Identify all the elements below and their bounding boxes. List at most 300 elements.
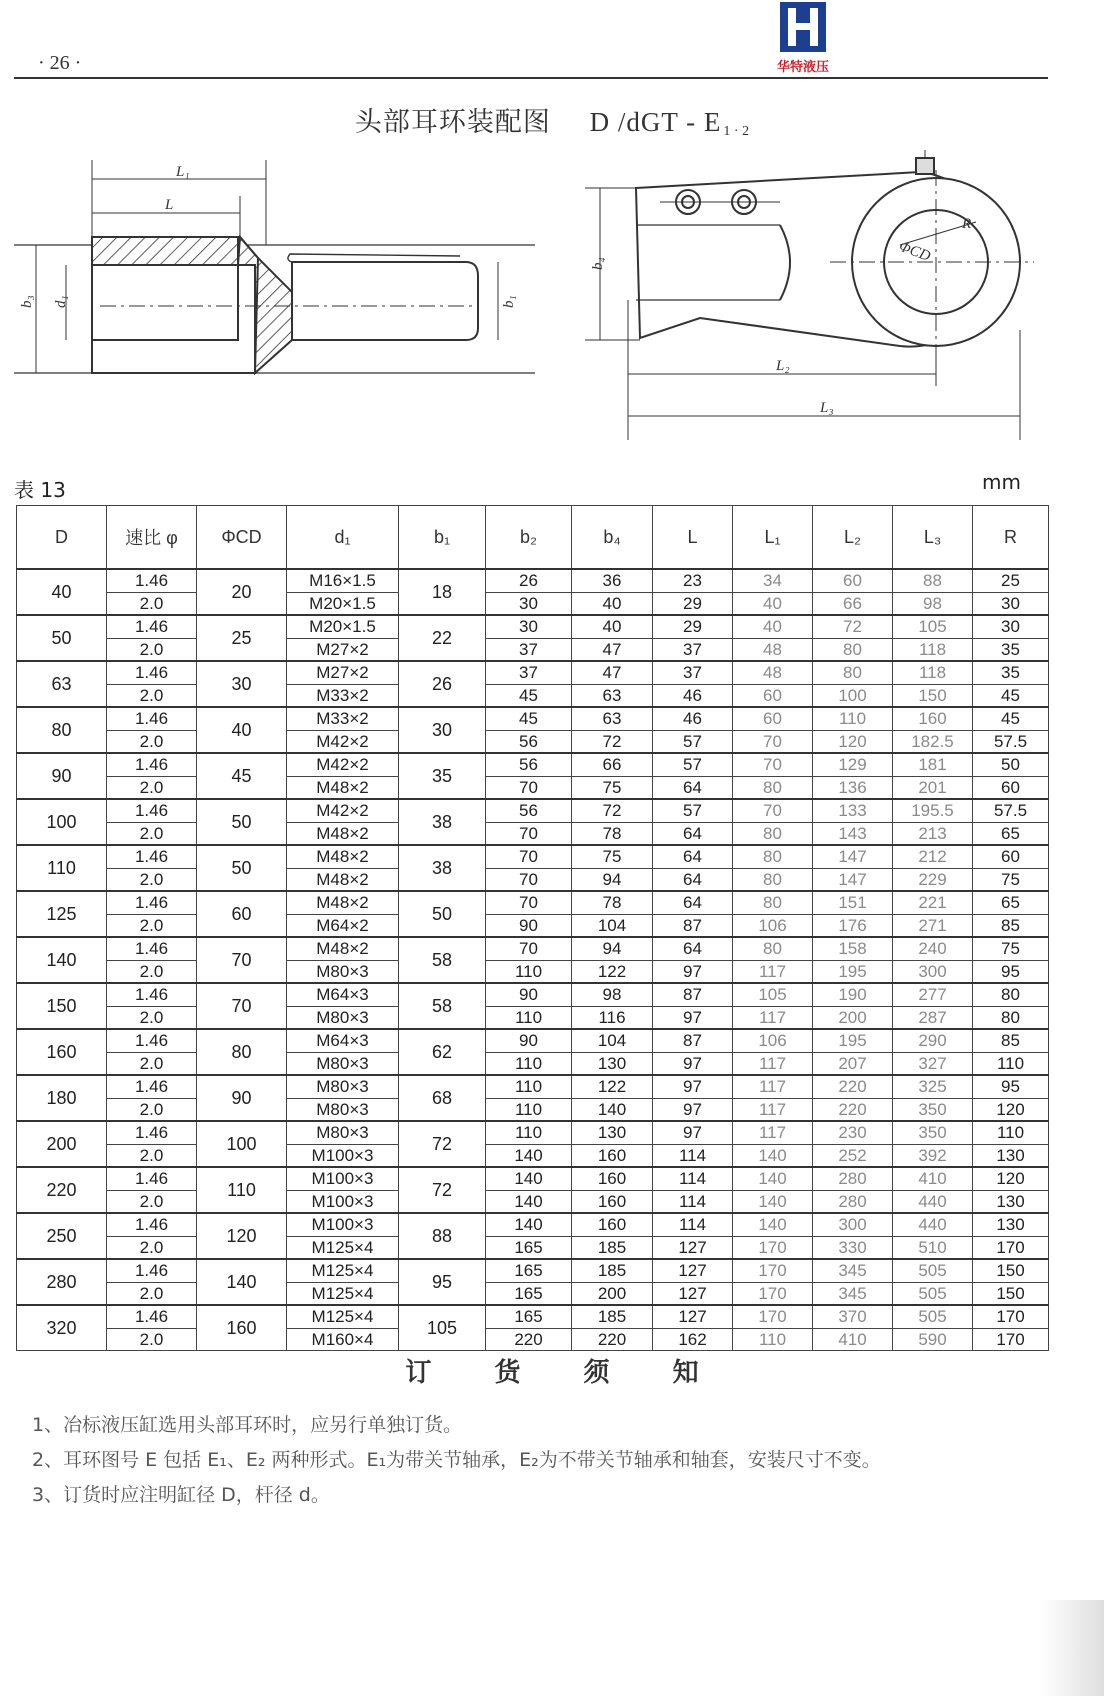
cell-D: 160 [17,1029,107,1075]
cell-b1: 35 [399,753,486,799]
cell-d1: M64×3 [287,1029,399,1052]
cell-L1: 40 [733,615,813,638]
cell-d1: M80×3 [287,1121,399,1144]
cell-R: 150 [973,1282,1049,1305]
cell-D: 250 [17,1213,107,1259]
cell-b1: 72 [399,1121,486,1167]
cell-L3: 350 [893,1098,973,1121]
cell-ratio: 2.0 [107,776,197,799]
cell-b4: 116 [572,1006,653,1029]
cell-R: 35 [973,661,1049,684]
cell-d1: M48×2 [287,868,399,891]
cell-L1: 80 [733,937,813,960]
cell-L3: 181 [893,753,973,776]
cell-L1: 117 [733,960,813,983]
cell-L2: 220 [813,1098,893,1121]
cell-L2: 300 [813,1213,893,1236]
cell-CD: 70 [197,937,287,983]
cell-b4: 122 [572,1075,653,1098]
cell-b4: 47 [572,638,653,661]
cell-b2: 70 [486,891,572,914]
cell-L: 127 [653,1259,733,1282]
cell-L: 127 [653,1282,733,1305]
cell-R: 95 [973,960,1049,983]
cell-L2: 133 [813,799,893,822]
cell-b4: 160 [572,1213,653,1236]
cell-d1: M48×2 [287,776,399,799]
cell-ratio: 1.46 [107,707,197,730]
cell-L3: 392 [893,1144,973,1167]
cell-d1: M27×2 [287,638,399,661]
label-b1: b₁ [501,295,517,308]
cell-ratio: 1.46 [107,1121,197,1144]
cell-b4: 104 [572,1029,653,1052]
cell-R: 25 [973,569,1049,592]
cell-R: 60 [973,776,1049,799]
cell-d1: M33×2 [287,684,399,707]
cell-R: 65 [973,891,1049,914]
cell-L: 64 [653,891,733,914]
cell-L: 29 [653,615,733,638]
cell-R: 75 [973,937,1049,960]
cell-ratio: 2.0 [107,1144,197,1167]
cell-L1: 60 [733,707,813,730]
cell-ratio: 2.0 [107,1282,197,1305]
cell-b2: 45 [486,707,572,730]
order-notes-title: 订 货 须 知 [405,1358,699,1388]
cell-b2: 165 [486,1236,572,1259]
cell-L1: 170 [733,1305,813,1328]
cell-b4: 185 [572,1259,653,1282]
cell-ratio: 2.0 [107,1006,197,1029]
cell-b2: 70 [486,868,572,891]
cell-L3: 229 [893,868,973,891]
cell-ratio: 2.0 [107,684,197,707]
cell-L: 64 [653,937,733,960]
cell-b2: 110 [486,960,572,983]
cell-ratio: 2.0 [107,1328,197,1351]
cell-b4: 94 [572,937,653,960]
cell-b2: 140 [486,1167,572,1190]
cell-L1: 117 [733,1052,813,1075]
cell-b4: 140 [572,1098,653,1121]
cell-R: 170 [973,1236,1049,1259]
cell-D: 50 [17,615,107,661]
cell-L2: 207 [813,1052,893,1075]
cell-b4: 160 [572,1144,653,1167]
cell-b4: 75 [572,845,653,868]
cell-L1: 105 [733,983,813,1006]
table-row [17,1213,1049,1236]
cell-b2: 110 [486,1121,572,1144]
label-L2: L₂ [776,358,790,374]
cell-b2: 37 [486,661,572,684]
cell-L: 87 [653,983,733,1006]
cell-L3: 325 [893,1075,973,1098]
table-row [17,1121,1049,1144]
cell-CD: 50 [197,799,287,845]
table-row [17,1328,1049,1351]
table-row [17,707,1049,730]
cell-CD: 160 [197,1305,287,1351]
cell-L3: 98 [893,592,973,615]
table-row [17,1305,1049,1328]
cell-ratio: 2.0 [107,1236,197,1259]
cell-ratio: 1.46 [107,891,197,914]
cell-L: 127 [653,1305,733,1328]
cell-b2: 140 [486,1144,572,1167]
cell-L: 37 [653,638,733,661]
cell-L3: 505 [893,1305,973,1328]
cell-ratio: 2.0 [107,638,197,661]
cell-b4: 160 [572,1190,653,1213]
cell-L2: 143 [813,822,893,845]
cell-R: 80 [973,983,1049,1006]
page-number: · 26 · [38,52,82,74]
cell-R: 30 [973,592,1049,615]
cell-d1: M20×1.5 [287,615,399,638]
cell-b4: 185 [572,1236,653,1259]
cell-CD: 20 [197,569,287,615]
cell-CD: 140 [197,1259,287,1305]
cell-ratio: 2.0 [107,1098,197,1121]
cell-L3: 271 [893,914,973,937]
header-L2: L₂ [813,506,893,570]
cell-L: 114 [653,1167,733,1190]
cell-R: 75 [973,868,1049,891]
cell-CD: 120 [197,1213,287,1259]
table-header-row [17,506,1049,570]
cell-ratio: 2.0 [107,730,197,753]
cell-L1: 106 [733,914,813,937]
cell-CD: 70 [197,983,287,1029]
label-L1: L₁ [176,164,190,180]
cell-L1: 117 [733,1098,813,1121]
cell-L3: 195.5 [893,799,973,822]
cell-b1: 95 [399,1259,486,1305]
cell-b1: 22 [399,615,486,661]
cell-L: 127 [653,1236,733,1259]
cell-L2: 147 [813,868,893,891]
cell-L2: 80 [813,661,893,684]
cell-R: 85 [973,914,1049,937]
cell-L3: 118 [893,661,973,684]
cell-R: 130 [973,1190,1049,1213]
cell-L2: 147 [813,845,893,868]
cell-R: 30 [973,615,1049,638]
table-row [17,1144,1049,1167]
cell-b2: 110 [486,1075,572,1098]
cell-d1: M80×3 [287,960,399,983]
cell-R: 50 [973,753,1049,776]
cell-L3: 440 [893,1213,973,1236]
cell-L2: 220 [813,1075,893,1098]
cell-CD: 90 [197,1075,287,1121]
cell-b2: 56 [486,730,572,753]
cell-d1: M48×2 [287,845,399,868]
cell-L: 57 [653,753,733,776]
cell-L2: 195 [813,1029,893,1052]
cell-ratio: 1.46 [107,1305,197,1328]
cell-L: 57 [653,799,733,822]
cell-L: 97 [653,1006,733,1029]
cell-b4: 36 [572,569,653,592]
cell-L2: 151 [813,891,893,914]
cell-d1: M48×2 [287,822,399,845]
spec-table [16,505,1049,1351]
cell-L1: 170 [733,1236,813,1259]
cell-L2: 72 [813,615,893,638]
header-L1: L₁ [733,506,813,570]
cell-b1: 105 [399,1305,486,1351]
cell-R: 35 [973,638,1049,661]
cell-ratio: 1.46 [107,1075,197,1098]
header-L: L [653,506,733,570]
cell-L: 97 [653,1052,733,1075]
cell-L1: 117 [733,1121,813,1144]
header-CD: ΦCD [197,506,287,570]
cell-L2: 60 [813,569,893,592]
cell-L: 64 [653,845,733,868]
cell-b1: 38 [399,845,486,891]
order-note-3: 3、订货时应注明缸径 D，杆径 d。 [32,1484,330,1506]
cell-ratio: 2.0 [107,960,197,983]
cell-b2: 90 [486,914,572,937]
cell-L: 87 [653,1029,733,1052]
cell-b4: 40 [572,592,653,615]
cell-L: 87 [653,914,733,937]
cell-b2: 140 [486,1190,572,1213]
cell-L3: 300 [893,960,973,983]
cell-b2: 110 [486,1006,572,1029]
cell-D: 63 [17,661,107,707]
cell-ratio: 2.0 [107,1190,197,1213]
cell-L1: 48 [733,638,813,661]
cell-L: 64 [653,822,733,845]
cell-L3: 201 [893,776,973,799]
cell-L1: 140 [733,1213,813,1236]
cell-L1: 70 [733,753,813,776]
cell-L1: 80 [733,845,813,868]
cell-L2: 176 [813,914,893,937]
cell-b4: 130 [572,1121,653,1144]
table-row [17,1236,1049,1259]
eye-view [585,150,1034,440]
table-row [17,684,1049,707]
cell-ratio: 2.0 [107,914,197,937]
cell-d1: M100×3 [287,1167,399,1190]
cell-R: 130 [973,1144,1049,1167]
cell-ratio: 1.46 [107,1259,197,1282]
cell-b4: 122 [572,960,653,983]
logo-mark [780,2,826,52]
cell-b4: 75 [572,776,653,799]
cell-D: 180 [17,1075,107,1121]
cell-L2: 410 [813,1328,893,1351]
cell-L2: 345 [813,1259,893,1282]
cell-L2: 200 [813,1006,893,1029]
cell-D: 80 [17,707,107,753]
cell-R: 150 [973,1259,1049,1282]
cell-L2: 280 [813,1190,893,1213]
cell-D: 40 [17,569,107,615]
cell-CD: 110 [197,1167,287,1213]
header-b1: b₁ [399,506,486,570]
cell-L3: 505 [893,1259,973,1282]
cell-L3: 410 [893,1167,973,1190]
table-row [17,822,1049,845]
cell-L: 46 [653,684,733,707]
cell-L: 97 [653,1121,733,1144]
cell-d1: M20×1.5 [287,592,399,615]
cell-ratio: 2.0 [107,592,197,615]
cell-L1: 34 [733,569,813,592]
cell-L2: 80 [813,638,893,661]
cell-R: 65 [973,822,1049,845]
cell-D: 150 [17,983,107,1029]
table-row [17,960,1049,983]
cell-L: 162 [653,1328,733,1351]
cell-b1: 26 [399,661,486,707]
cell-b2: 90 [486,1029,572,1052]
cell-L3: 105 [893,615,973,638]
cell-CD: 40 [197,707,287,753]
cell-R: 45 [973,707,1049,730]
cell-L1: 80 [733,822,813,845]
cell-b1: 30 [399,707,486,753]
cell-L1: 140 [733,1167,813,1190]
cell-d1: M100×3 [287,1144,399,1167]
cell-L1: 70 [733,730,813,753]
cell-L3: 505 [893,1282,973,1305]
cell-d1: M80×3 [287,1075,399,1098]
cell-L3: 510 [893,1236,973,1259]
cell-L3: 290 [893,1029,973,1052]
cell-R: 120 [973,1098,1049,1121]
cell-b4: 63 [572,684,653,707]
order-note-1: 1、冶标液压缸选用头部耳环时，应另行单独订货。 [32,1414,463,1436]
cell-d1: M42×2 [287,799,399,822]
cell-L2: 345 [813,1282,893,1305]
cell-d1: M125×4 [287,1259,399,1282]
cell-CD: 25 [197,615,287,661]
cell-L3: 213 [893,822,973,845]
table-row [17,1052,1049,1075]
table-row [17,1098,1049,1121]
cell-L2: 120 [813,730,893,753]
cell-ratio: 2.0 [107,1052,197,1075]
cell-R: 80 [973,1006,1049,1029]
cell-d1: M42×2 [287,730,399,753]
cell-L2: 129 [813,753,893,776]
cell-b2: 220 [486,1328,572,1351]
cell-L: 64 [653,868,733,891]
cell-ratio: 1.46 [107,799,197,822]
cell-b2: 140 [486,1213,572,1236]
cell-R: 60 [973,845,1049,868]
cell-L2: 330 [813,1236,893,1259]
table-row [17,1190,1049,1213]
cell-L: 64 [653,776,733,799]
diagram-title-text: 头部耳环装配图 [354,107,551,137]
cell-L1: 70 [733,799,813,822]
cell-L: 57 [653,730,733,753]
cell-ratio: 1.46 [107,569,197,592]
cell-CD: 45 [197,753,287,799]
cell-L1: 117 [733,1075,813,1098]
cell-b2: 30 [486,615,572,638]
header-L3: L₃ [893,506,973,570]
cell-b1: 38 [399,799,486,845]
cell-b2: 110 [486,1052,572,1075]
table-row [17,1167,1049,1190]
cell-d1: M100×3 [287,1213,399,1236]
cell-ratio: 1.46 [107,615,197,638]
table-row [17,868,1049,891]
cell-b4: 72 [572,799,653,822]
table-row [17,592,1049,615]
rod-eye-drawing [0,150,1104,450]
cell-L2: 252 [813,1144,893,1167]
unit-label: mm [982,470,1021,494]
cell-D: 220 [17,1167,107,1213]
cell-R: 120 [973,1167,1049,1190]
cell-d1: M64×3 [287,983,399,1006]
cell-D: 110 [17,845,107,891]
cell-b4: 78 [572,822,653,845]
cell-b2: 70 [486,845,572,868]
cell-d1: M42×2 [287,753,399,776]
cell-b2: 26 [486,569,572,592]
cell-b4: 160 [572,1167,653,1190]
cell-b4: 63 [572,707,653,730]
cell-L3: 221 [893,891,973,914]
cell-d1: M160×4 [287,1328,399,1351]
table-row [17,730,1049,753]
table-row [17,891,1049,914]
cell-b2: 56 [486,753,572,776]
spec-table-wrap [16,505,1049,1351]
cell-ratio: 1.46 [107,753,197,776]
cell-L3: 287 [893,1006,973,1029]
cell-b2: 70 [486,937,572,960]
table-row [17,569,1049,592]
cell-L: 29 [653,592,733,615]
cell-b1: 18 [399,569,486,615]
table-row [17,753,1049,776]
table-row [17,1029,1049,1052]
cell-L1: 106 [733,1029,813,1052]
table-label: 表 13 [14,478,66,502]
cell-R: 95 [973,1075,1049,1098]
cell-L1: 170 [733,1282,813,1305]
cell-L: 114 [653,1213,733,1236]
cell-b1: 72 [399,1167,486,1213]
cell-b4: 104 [572,914,653,937]
cell-L1: 80 [733,868,813,891]
cell-d1: M48×2 [287,891,399,914]
cell-b1: 58 [399,937,486,983]
cell-R: 130 [973,1213,1049,1236]
cell-L2: 280 [813,1167,893,1190]
cell-D: 90 [17,753,107,799]
cell-ratio: 1.46 [107,1213,197,1236]
header-ratio: 速比 φ [107,506,197,570]
section-view [14,160,535,373]
cell-b2: 90 [486,983,572,1006]
cell-R: 170 [973,1305,1049,1328]
cell-d1: M27×2 [287,661,399,684]
